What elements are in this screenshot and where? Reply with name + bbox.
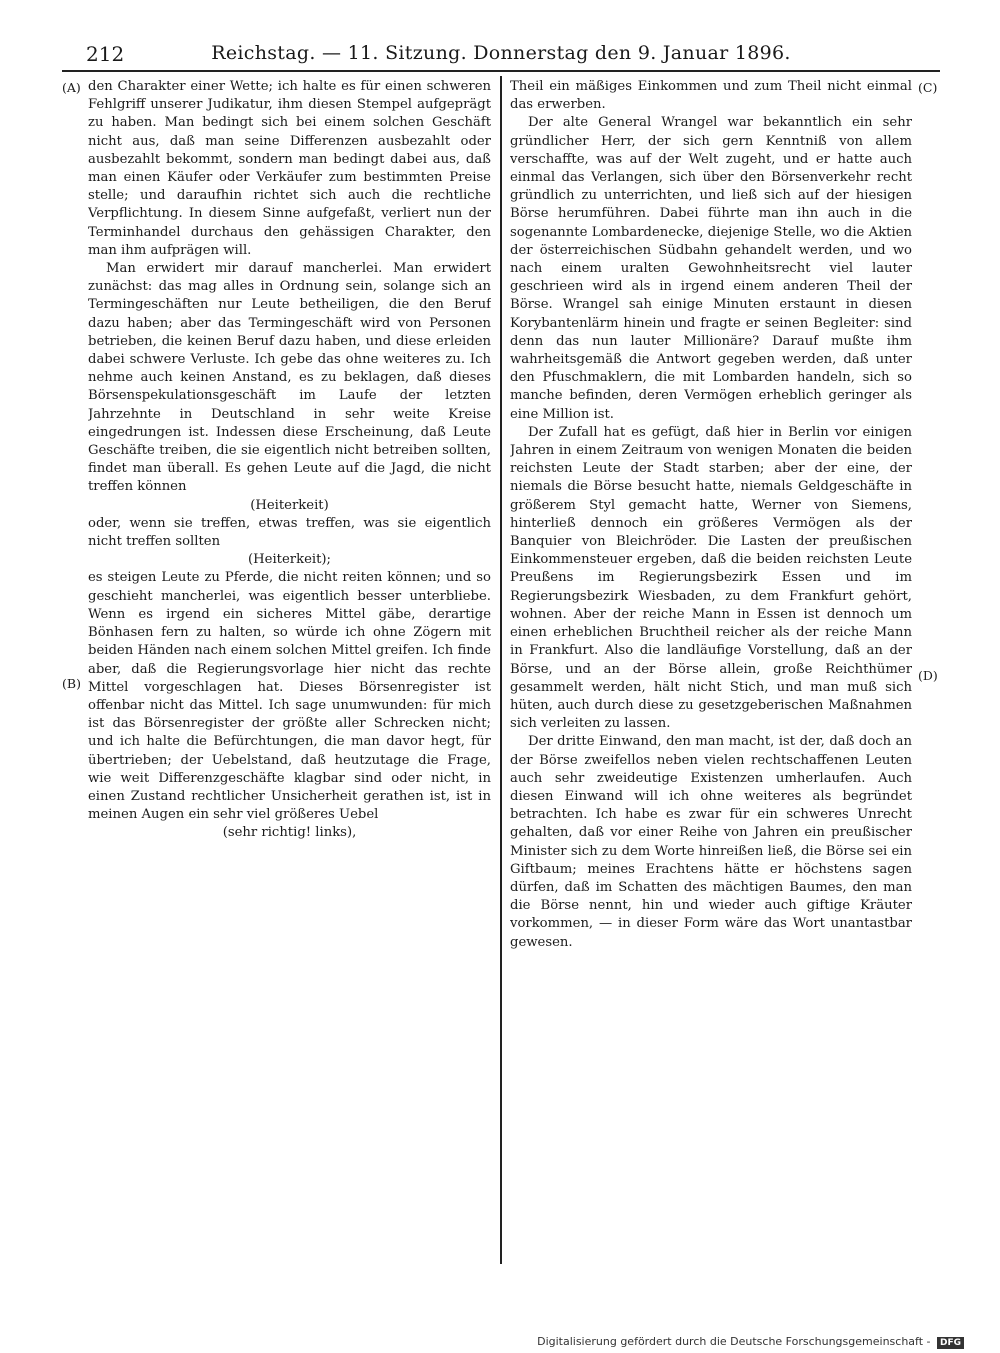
margin-marker-c: (C): [918, 80, 938, 95]
interjection: (Heiterkeit): [250, 497, 329, 513]
paragraph: es steigen Leute zu Pferde, die nicht reiten können; und so geschieht mancherlei, was eigentlich besser unterbliebe. Wenn es irgend ein sicheres Mittel gäbe, derartige Bönhasen fern zu halten, so würde ich ohne Zögern mit beiden Händen nach einem solchen Mittel greifen. Ich finde aber, daß die Regierungsvorlage hier nicht das rechte Mittel vorgeschlagen hat. Dieses Börsenregister ist offenbar nicht das Mittel. Ich sage unumwunden: für mich ist das Börsenregister der größte aller Schrecken nicht; und ich halte die Befürchtungen, die man davor hegt, für übertrieben; der Uebelstand, daß heutzutage die Frage, wie weit Differenzgeschäfte klagbar sind oder nicht, in einen Zustand rechtlicher Unsicherheit gerathen ist, ist in meinen Augen ein sehr viel größeres Uebel: [88, 570, 491, 823]
dfg-logo: DFG: [937, 1337, 964, 1349]
digitization-note: Digitalisierung gefördert durch die Deutsche Forschungsgemeinschaft -: [537, 1335, 931, 1348]
interjection: (sehr richtig! links),: [222, 825, 357, 841]
column-divider: [500, 76, 502, 1264]
margin-marker-a: (A): [62, 80, 81, 95]
paragraph: Der alte General Wrangel war bekanntlich ein sehr gründlicher Herr, der sich gern Kenntniß von allem verschaffte, was auf der Welt zugeht, und er hatte auch einmal das Verlangen, sich über den Börsenverkehr recht gründlich zu unterrichten, und ließ sich auf der hiesigen Börse herumführen. Dabei führte man ihn auch in die sogenannte Lombardenecke, diejenige Stelle, wo die Aktien der österreichischen Südbahn gehandelt werden, und wo nach einem uralten Gewohnheitsrecht viel lauter geschrieen wird als in irgend einem anderen Theil der Börse. Wrangel sah einige Minuten erstaunt in diesen Korybantenlärm hinein und fragte er seinen Begleiter: sind denn das nun lauter Millionäre? Darauf mußte ihm wahrheitsgemäß die Antwort gegeben werden, daß unter den Pfuschmaklern, die mit Lombarden handeln, sich so manche befinden, deren Vermögen erheblich geringer als eine Million ist.: [510, 115, 912, 422]
paragraph: den Charakter einer Wette; ich halte es für einen schweren Fehlgriff unserer Judikatur, ihm diesen Stempel aufgeprägt zu haben. Man bedingt sich bei einem solchen Geschäft nicht aus, daß man seine Differenzen ausbezahlt oder ausbezahlt bekommt, sondern man bedingt dabei aus, daß man einen Käufer oder Verkäufer zum bestimmten Preise stelle; und daraufhin richtet sich auch die rechtliche Verpflichtung. In diesem Sinne aufgefaßt, verliert nun der Terminhandel durchaus den gehässigen Charakter, den man ihm aufprägen will.: [88, 79, 491, 258]
margin-marker-d: (D): [918, 668, 938, 683]
digitization-credit: [537, 1335, 964, 1349]
paragraph: Theil ein mäßiges Einkommen und zum Theil nicht einmal das erwerben.: [510, 79, 912, 113]
running-header: [62, 40, 940, 72]
margin-marker-b: (B): [62, 676, 81, 691]
paragraph: Man erwidert mir darauf mancherlei. Man erwidert zunächst: das mag alles in Ordnung sein, solange sich an Termingeschäften nur Leute betheiligen, die den Beruf dazu haben; aber das Termingeschäft wird von Personen betrieben, die keinen Beruf dazu haben, und diese erleiden dabei schwere Verluste. Ich gebe das ohne weiteres zu. Ich nehme auch keinen Anstand, es zu beklagen, daß dieses Börsenspekulationsgeschäft im Laufe der letzten Jahrzehnte in Deutschland in sehr weite Kreise eingedrungen ist. Indessen diese Erscheinung, daß Leute Geschäfte treiben, die sie eigentlich nicht betreiben sollten, findet man überall. Es gehen Leute auf die Jagd, die nicht treffen können: [88, 261, 491, 495]
left-column: [88, 78, 491, 1260]
paragraph: Der dritte Einwand, den man macht, ist der, daß doch an der Börse zweifellos neben vielen rechtschaffenen Leuten auch sehr zweideutige Existenzen umherlaufen. Auch diesen Einwand will ich ohne weiteres als begründet betrachten. Ich habe es zwar für ein schweres Unrecht gehalten, daß vor einer Reihe von Jahren ein preußischer Minister sich zu dem Worte hinreißen ließ, die Börse sei ein Giftbaum; meines Erachtens hätte er höchstens sagen dürfen, daß im Schatten des mächtigen Baumes, den man die Börse nennt, hin und wieder auch giftige Kräuter vorkommen, — in dieser Form wäre das Wort unantastbar gewesen.: [510, 734, 912, 950]
interjection: (Heiterkeit);: [248, 552, 331, 568]
page-number: 212: [86, 42, 125, 66]
running-head: Reichstag. — 11. Sitzung. Donnerstag den 9. Januar 1896.: [211, 42, 791, 64]
paragraph: oder, wenn sie treffen, etwas treffen, was sie eigentlich nicht treffen sollten: [88, 515, 491, 550]
right-column: [510, 78, 912, 1260]
paragraph: Der Zufall hat es gefügt, daß hier in Berlin vor einigen Jahren in einem Zeitraum von wenigen Monaten die beiden reichsten Leute der Stadt starben; aber der eine, der niemals die Börse besucht hatte, niemals Geldgeschäfte in größerem Styl gemacht hatte, Werner von Siemens, hinterließ dennoch ein größeres Vermögen als der Banquier von Bleichröder. Die Lasten der preußischen Einkommensteuer ergeben, daß die beiden reichsten Leute Preußens im Regierungsbezirk Essen und im Regierungsbezirk Wiesbaden, zu dem Frankfurt gehört, wohnen. Aber der reiche Mann in Essen ist dennoch um einen erheblichen Bruchtheil reicher als der reiche Mann in Frankfurt. Also die landläufige Vorstellung, daß an der Börse, und an der Börse allein, große Reichthümer gesammelt werden, hält nicht Stich, und man muß sich hüten, auch durch diese zu gesetzgeberischen Maßnahmen sich verleiten zu lassen.: [510, 424, 912, 732]
